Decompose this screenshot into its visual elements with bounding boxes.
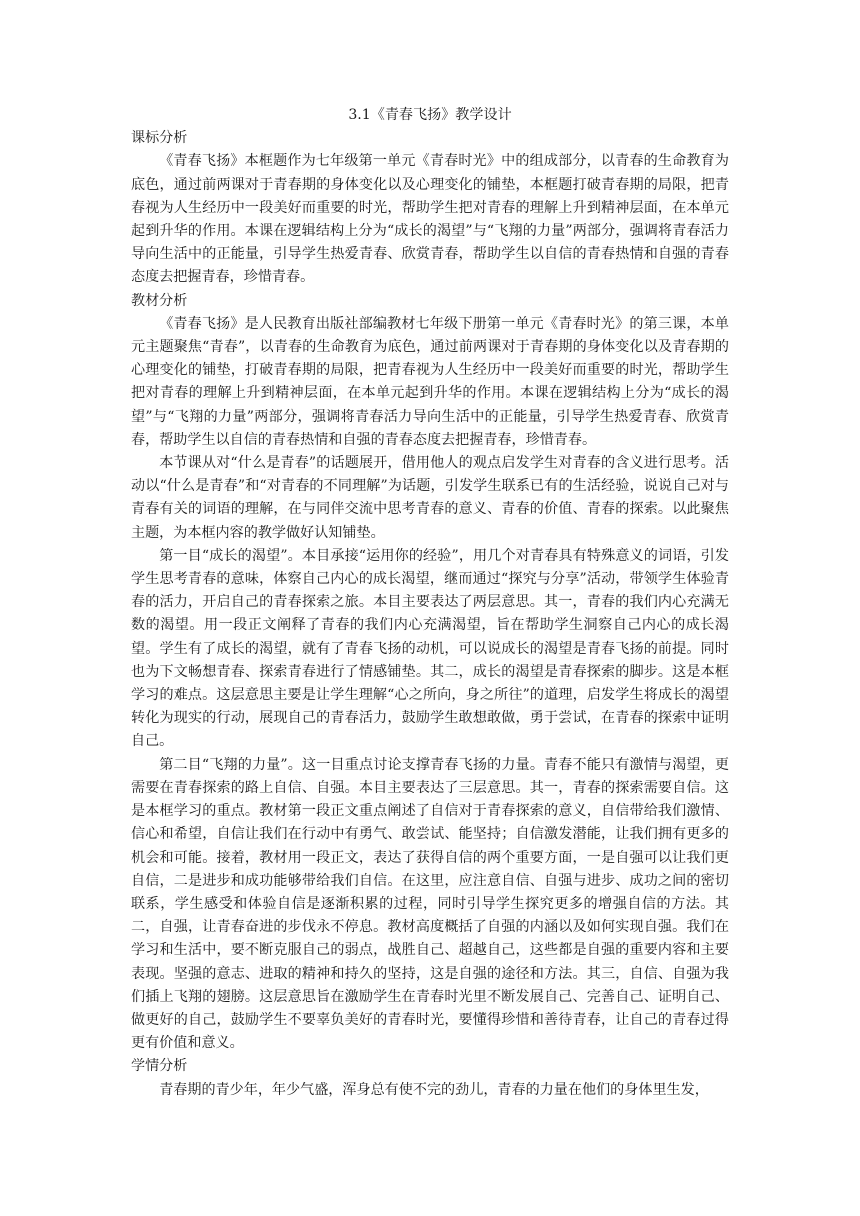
document-title: 3.1《青春飞扬》教学设计: [348, 107, 512, 123]
section-heading-textbook: 教材分析: [131, 292, 188, 309]
paragraph: 第二目“飞翔的力量”。这一目重点讨论支撑青春飞扬的力量。青春不能只有激情与渴望，更需要在青春探索的路上自信、自强。本目主要表达了三层意思。其一，青春的探索需要自信。这是本框学习的重点。教材第一段正文重点阐述了自信对于青春探索的意义，自信带给我们激情、信心和希望，自信让我们在行动中有勇气、敢尝试、能坚持；自信激发潜能，让我们拥有更多的机会和可能。接着，教材用一段正文，表达了获得自信的两个重要方面，一是自强可以让我们更自信，二是进步和成功能够带给我们自信。在这里，应注意自信、自强与进步、成功之间的密切联系，学生感受和体验自信是逐渐积累的过程，同时引导学生探究更多的增强自信的方法。其二，自强，让青春奋进的步伐永不停息。教材高度概括了自强的内涵以及如何实现自强。我们在学习和生活中，要不断克服自己的弱点，战胜自己、超越自己，这些都是自强的重要内容和主要表现。坚强的意志、进取的精神和持久的坚持，这是自强的途径和方法。其三，自信、自强为我们插上飞翔的翅膀。这层意思旨在激励学生在青春时光里不断发展自己、完善自己、证明自己、做更好的自己，鼓励学生不要辜负美好的青春时光，要懂得珍惜和善待青春，让自己的青春过得更有价值和意义。: [131, 756, 729, 1052]
section-heading-curriculum: 课标分析: [131, 130, 188, 147]
paragraph: 《青春飞扬》是人民教育出版社部编教材七年级下册第一单元《青春时光》的第三课，本单元主题聚焦“青春”，以青春的生命教育为底色，通过前两课对于青春期的身体变化以及青春期的心理变化的铺垫，打破青春期的局限，把青春视为人生经历中一段美好而重要的时光，帮助学生把对青春的理解上升到精神层面，在本单元起到升华的作用。本课在逻辑结构上分为“成长的渴望”与“飞翔的力量”两部分，强调将青春活力导向生活中的正能量，引导学生热爱青春、欣赏青春，帮助学生以自信的青春热情和自强的青春态度去把握青春，珍惜青春。: [131, 315, 729, 448]
paragraph: 《青春飞扬》本框题作为七年级第一单元《青春时光》中的组成部分，以青春的生命教育为底色，通过前两课对于青春期的身体变化以及心理变化的铺垫，本框题打破青春期的局限，把青春视为人生经历中一段美好而重要的时光，帮助学生把对青春的理解上升到精神层面，在本单元起到升华的作用。本课在逻辑结构上分为“成长的渴望”与“飞翔的力量”两部分，强调将青春活力导向生活中的正能量，引导学生热爱青春、欣赏青春，帮助学生以自信的青春热情和自强的青春态度去把握青春，珍惜青春。: [131, 153, 729, 286]
section-heading-students: 学情分析: [131, 1058, 188, 1075]
paragraph: 青春期的青少年，年少气盛，浑身总有使不完的劲儿，青春的力量在他们的身体里生发，: [159, 1081, 709, 1098]
document-body: [131, 104, 729, 1102]
paragraph: 本节课从对“什么是青春”的话题展开，借用他人的观点启发学生对青春的含义进行思考。活动以“什么是青春”和“对青春的不同理解”为话题，引发学生联系已有的生活经验，说说自己对与青春有关的词语的理解，在与同伴交流中思考青春的意义、青春的价值、青春的探索。以此聚焦主题，为本框内容的教学做好认知铺垫。: [131, 455, 729, 541]
paragraph: 第一目“成长的渴望”。本目承接“运用你的经验”，用几个对青春具有特殊意义的词语，引发学生思考青春的意味，体察自己内心的成长渴望，继而通过“探究与分享”活动，带领学生体验青春的活力，开启自己的青春探索之旅。本目主要表达了两层意思。其一，青春的我们内心充满无数的渴望。用一段正文阐释了青春的我们内心充满渴望，旨在帮助学生洞察自己内心的成长渴望。学生有了成长的渴望，就有了青春飞扬的动机，可以说成长的渴望是青春飞扬的前提。同时也为下文畅想青春、探索青春进行了情感铺垫。其二，成长的渴望是青春探索的脚步。这是本框学习的难点。这层意思主要是让学生理解“心之所向，身之所往”的道理，启发学生将成长的渴望转化为现实的行动，展现自己的青春活力，鼓励学生敢想敢做，勇于尝试，在青春的探索中证明自己。: [131, 547, 729, 750]
